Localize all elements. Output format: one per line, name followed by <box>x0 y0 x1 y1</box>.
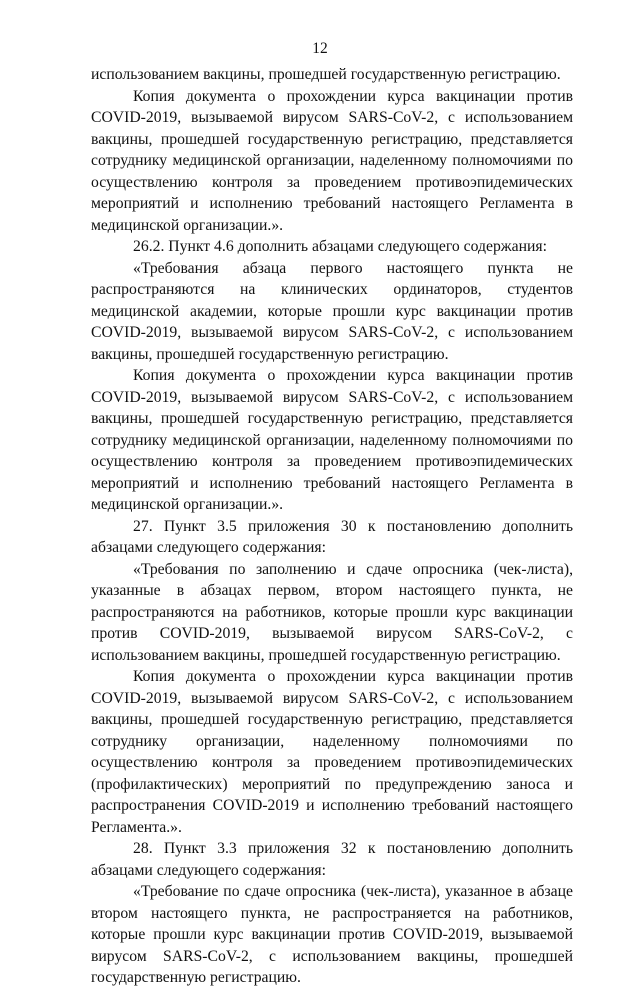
paragraph: 27. Пункт 3.5 приложения 30 к постановлению дополнить абзацами следующего содержания: <box>91 517 573 556</box>
document-body <box>91 64 573 989</box>
paragraph: 26.2. Пункт 4.6 дополнить абзацами следующего содержания: <box>133 238 547 255</box>
page-number: 12 <box>312 40 328 57</box>
paragraph: Копия документа о прохождении курса вакцинации против COVID-2019, вызываемой вирусом SARS-CoV-2, с использованием вакцины, прошедшей государственную регистрацию, представляется сотруднику медицинской организации, наделенному полномочиями по осуществлению контроля за проведением противоэпидемических мероприятий и исполнению требований настоящего Регламента в медицинской организации.». <box>91 87 573 234</box>
paragraph: Копия документа о прохождении курса вакцинации против COVID-2019, вызываемой вирусом SARS-CoV-2, с использованием вакцины, прошедшей государственную регистрацию, представляется сотруднику организации, наделенному полномочиями по осуществлению контроля за проведением противоэпидемических (профилактических) мероприятий по предупреждению заноса и распространения COVID-2019 и исполнению требований настоящего Регламента.». <box>91 668 573 836</box>
paragraph: использованием вакцины, прошедшей государственную регистрацию. <box>91 66 561 83</box>
paragraph: «Требования абзаца первого настоящего пункта не распространяются на клинических ординаторов, студентов медицинской академии, которые прошли курс вакцинации против COVID-2019, вызываемой вирусом SARS-CoV-2, с использованием вакцины, прошедшей государственную регистрацию. <box>91 259 573 363</box>
paragraph: 28. Пункт 3.3 приложения 32 к постановлению дополнить абзацами следующего содержания: <box>91 840 573 879</box>
paragraph: «Требования по заполнению и сдаче опросника (чек-листа), указанные в абзацах первом, втором настоящего пункта, не распространяются на работников, которые прошли курс вакцинации против COVID-2019, вызываемой вирусом SARS-CoV-2, с использованием вакцины, прошедшей государственную регистрацию. <box>91 560 573 664</box>
paragraph: Копия документа о прохождении курса вакцинации против COVID-2019, вызываемой вирусом SARS-CoV-2, с использованием вакцины, прошедшей государственную регистрацию, представляется сотруднику медицинской организации, наделенному полномочиями по осуществлению контроля за проведением противоэпидемических мероприятий и исполнению требований настоящего Регламента в медицинской организации.». <box>91 367 573 513</box>
paragraph: «Требование по сдаче опросника (чек-листа), указанное в абзаце втором настоящего пункта, не распространяется на работников, которые прошли курс вакцинации против COVID-2019, вызываемой вирусом SARS-CoV-2, с использованием вакцины, прошедшей государственную регистрацию. <box>91 883 573 986</box>
